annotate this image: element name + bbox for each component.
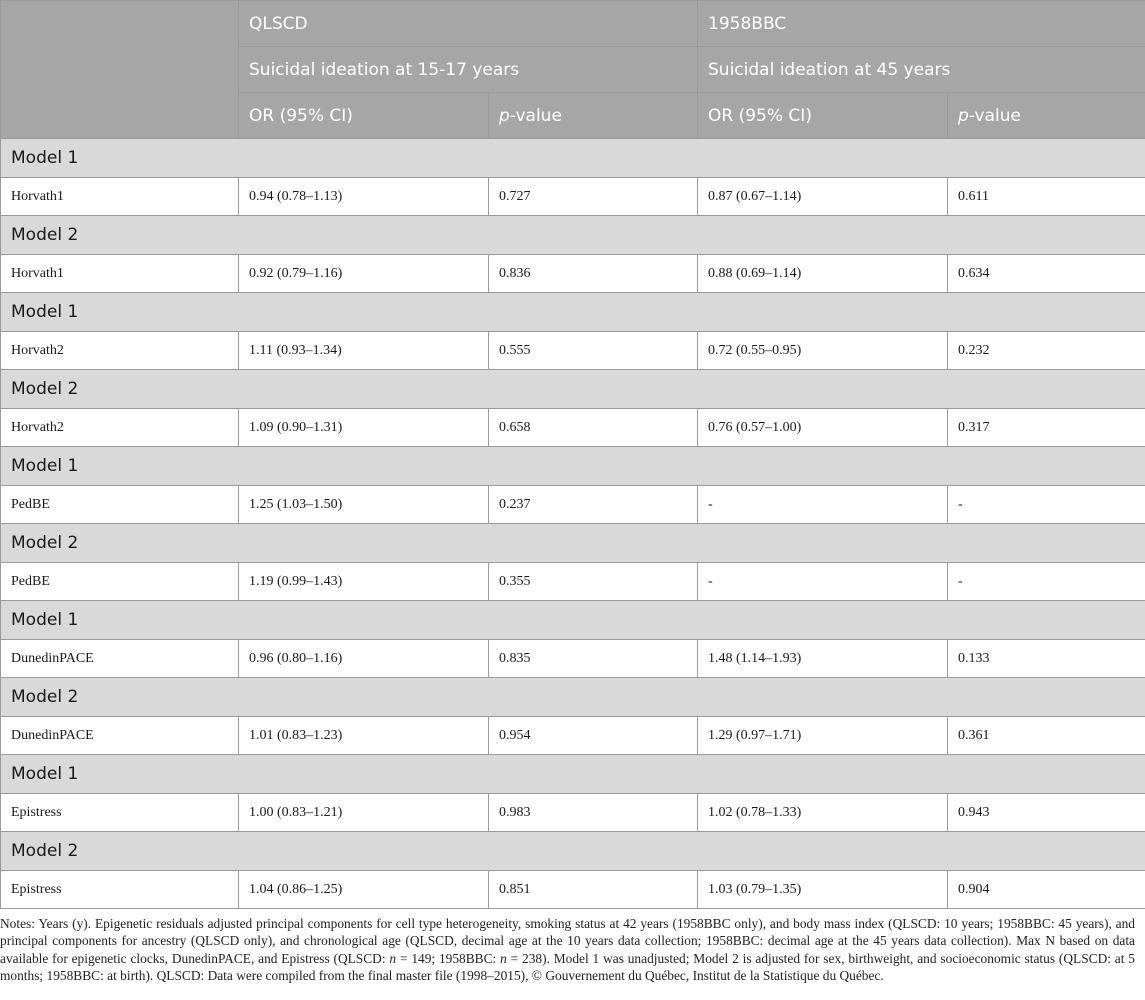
bbc-or-cell: 0.87 (0.67–1.14)	[698, 178, 948, 216]
bbc-p-value-cell: 0.904	[948, 871, 1145, 909]
bbc-or-cell: -	[698, 563, 948, 601]
table-row	[1, 794, 1145, 832]
bbc-or-cell: 0.88 (0.69–1.14)	[698, 255, 948, 293]
bbc-or-cell: 1.02 (0.78–1.33)	[698, 794, 948, 832]
model-label: Model 2	[1, 370, 1145, 409]
bbc-or-cell: 1.29 (0.97–1.71)	[698, 717, 948, 755]
measure-name-cell: DunedinPACE	[1, 717, 239, 755]
measure-name-cell: Horvath1	[1, 255, 239, 293]
bbc-or-cell: 1.03 (0.79–1.35)	[698, 871, 948, 909]
qlscd-or-cell: 1.09 (0.90–1.31)	[239, 409, 489, 447]
model-row	[1, 139, 1145, 178]
table-row	[1, 717, 1145, 755]
model-label: Model 1	[1, 139, 1145, 178]
table-row	[1, 563, 1145, 601]
table-row	[1, 871, 1145, 909]
qlscd-p-value-cell: 0.237	[489, 486, 698, 524]
model-label: Model 1	[1, 293, 1145, 332]
bbc-or-cell: 0.76 (0.57–1.00)	[698, 409, 948, 447]
p-rest: -value	[509, 105, 562, 126]
measure-name-cell: PedBE	[1, 563, 239, 601]
measure-name-cell: Horvath2	[1, 409, 239, 447]
measure-name-cell: DunedinPACE	[1, 640, 239, 678]
notes-part-1: Notes: Years (y). Epigenetic residuals adjusted principal components for cell type heterogeneity, smoking status at 42 years (1958BBC only), and body mass index (QLSCD: 10 years; 1958BBC: 45 years), and principal components for ancestry (QLSCD only), and chronological age (QLSCD, decimal age at the 10 years data collection; 1958BBC: decimal age at the 45 years data collection). Max N based on data available for epigenetic clocks, DunedinPACE, and Epistress (QLSCD:	[0, 916, 1135, 966]
qlscd-p-value-cell: 0.355	[489, 563, 698, 601]
qlscd-p-value-cell: 0.836	[489, 255, 698, 293]
bbc-p-value-cell: 0.361	[948, 717, 1145, 755]
table-row	[1, 486, 1145, 524]
bbc-p-value-cell: 0.611	[948, 178, 1145, 216]
bbc-or-cell: 0.72 (0.55–0.95)	[698, 332, 948, 370]
model-row	[1, 678, 1145, 717]
qlscd-or-cell: 1.01 (0.83–1.23)	[239, 717, 489, 755]
table-body	[1, 1, 1145, 909]
bbc-p-value-cell: 0.634	[948, 255, 1145, 293]
model-label: Model 2	[1, 524, 1145, 563]
or-header-a: OR (95% CI)	[239, 93, 489, 139]
cohort-b-header: 1958BBC	[698, 1, 1145, 47]
or-header-b: OR (95% CI)	[698, 93, 948, 139]
bbc-p-value-cell: -	[948, 563, 1145, 601]
model-row	[1, 755, 1145, 794]
model-row	[1, 601, 1145, 640]
qlscd-or-cell: 1.25 (1.03–1.50)	[239, 486, 489, 524]
table-row	[1, 332, 1145, 370]
qlscd-or-cell: 0.92 (0.79–1.16)	[239, 255, 489, 293]
qlscd-p-value-cell: 0.555	[489, 332, 698, 370]
bbc-p-value-cell: -	[948, 486, 1145, 524]
outcome-a-header: Suicidal ideation at 15-17 years	[239, 47, 698, 93]
bbc-p-value-cell: 0.133	[948, 640, 1145, 678]
qlscd-p-value-cell: 0.727	[489, 178, 698, 216]
model-row	[1, 447, 1145, 486]
qlscd-p-value-cell: 0.983	[489, 794, 698, 832]
bbc-or-cell: -	[698, 486, 948, 524]
qlscd-or-cell: 1.04 (0.86–1.25)	[239, 871, 489, 909]
model-row	[1, 370, 1145, 409]
qlscd-or-cell: 1.19 (0.99–1.43)	[239, 563, 489, 601]
measure-name-cell: Epistress	[1, 794, 239, 832]
measure-name-cell: Horvath1	[1, 178, 239, 216]
model-label: Model 1	[1, 601, 1145, 640]
model-label: Model 2	[1, 678, 1145, 717]
qlscd-p-value-cell: 0.835	[489, 640, 698, 678]
model-row	[1, 832, 1145, 871]
table-row	[1, 255, 1145, 293]
measure-name-cell: Horvath2	[1, 332, 239, 370]
model-row	[1, 524, 1145, 563]
p-italic: p	[499, 105, 510, 126]
qlscd-p-value-cell: 0.851	[489, 871, 698, 909]
cohort-a-header: QLSCD	[239, 1, 698, 47]
bbc-p-value-cell: 0.943	[948, 794, 1145, 832]
model-label: Model 2	[1, 832, 1145, 871]
qlscd-or-cell: 0.96 (0.80–1.16)	[239, 640, 489, 678]
table-row	[1, 409, 1145, 447]
notes-n-italic-1: n	[389, 950, 397, 966]
model-label: Model 2	[1, 216, 1145, 255]
p-rest: -value	[968, 105, 1021, 126]
qlscd-or-cell: 1.00 (0.83–1.21)	[239, 794, 489, 832]
p-value-header-a	[489, 93, 698, 139]
measure-name-cell: Epistress	[1, 871, 239, 909]
qlscd-or-cell: 1.11 (0.93–1.34)	[239, 332, 489, 370]
bbc-p-value-cell: 0.232	[948, 332, 1145, 370]
model-label: Model 1	[1, 755, 1145, 794]
p-value-header-b	[948, 93, 1145, 139]
table-notes	[0, 915, 1135, 985]
header-row-cohorts	[1, 1, 1145, 47]
qlscd-p-value-cell: 0.954	[489, 717, 698, 755]
model-row	[1, 216, 1145, 255]
measure-name-cell: PedBE	[1, 486, 239, 524]
notes-part-2: = 149; 1958BBC:	[396, 950, 501, 966]
bbc-or-cell: 1.48 (1.14–1.93)	[698, 640, 948, 678]
outcome-b-header: Suicidal ideation at 45 years	[698, 47, 1145, 93]
bbc-p-value-cell: 0.317	[948, 409, 1145, 447]
notes-part-3: = 238). Model 1 was unadjusted; Model 2 is adjusted for sex, birthweight, and socioeconomic status (QLSCD: at 5 months; 1958BBC: at birth). QLSCD: Data were compiled from the final master file (1998–2015), © Gouvernement du Québec, Institut de la Statistique du Québec.	[0, 950, 1135, 984]
qlscd-p-value-cell: 0.658	[489, 409, 698, 447]
notes-n-italic-2: n	[500, 950, 507, 966]
header-corner-cell	[1, 1, 239, 139]
p-italic: p	[958, 105, 969, 126]
qlscd-or-cell: 0.94 (0.78–1.13)	[239, 178, 489, 216]
table-row	[1, 178, 1145, 216]
model-row	[1, 293, 1145, 332]
model-label: Model 1	[1, 447, 1145, 486]
table-row	[1, 640, 1145, 678]
